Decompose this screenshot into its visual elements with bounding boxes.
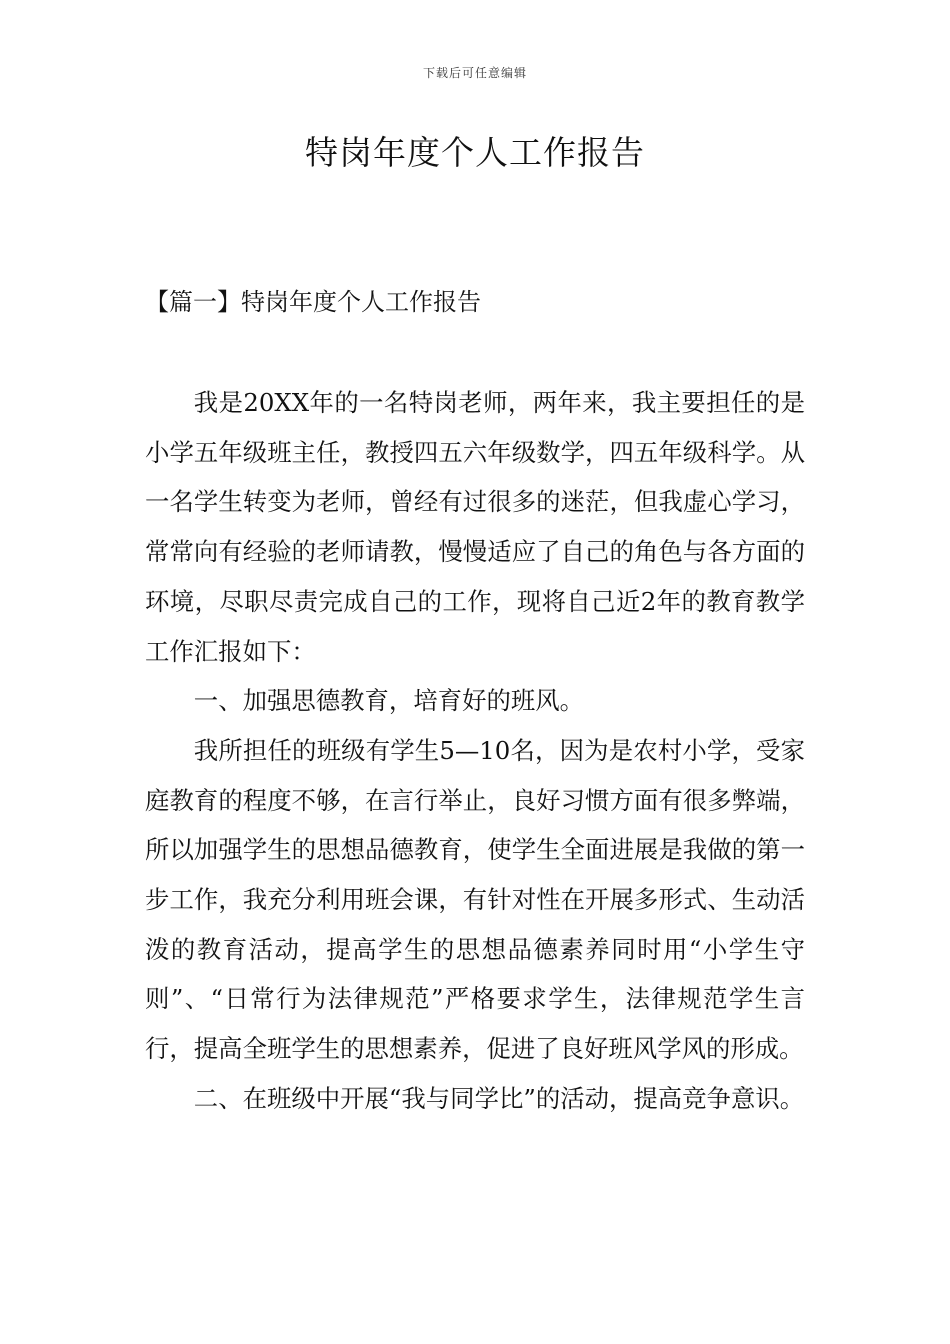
paragraph-intro: 我是20XX年的一名特岗老师，两年来，我主要担任的是小学五年级班主任，教授四五六年级数学，四五年级科学。从一名学生转变为老师，曾经有过很多的迷茫，但我虚心学习，常常向有经验的老师请教，慢慢适应了自己的角色与各方面的环境，尽职尽责完成自己的工作，现将自己近2年的教育教学工作汇报如下： (145, 388, 805, 666)
section-heading: 【篇一】特岗年度个人工作报告 (145, 288, 481, 316)
paragraph-point-one-heading: 一、加强思德教育，培育好的班风。 (193, 686, 585, 716)
paragraph-point-two-heading: 二、在班级中开展“我与同学比”的活动，提高竞争意识。 (193, 1083, 805, 1113)
paragraph-point-one-body: 我所担任的班级有学生5—10名，因为是农村小学，受家庭教育的程度不够，在言行举止，良好习惯方面有很多弊端，所以加强学生的思想品德教育，使学生全面进展是我做的第一步工作，我充分利用班会课，有针对性在开展多形式、生动活泼的教育活动，提高学生的思想品德素养同时用“小学生守则”、“日常行为法律规范”严格要求学生，法律规范学生言行，提高全班学生的思想素养，促进了良好班风学风的形成。 (145, 735, 805, 1064)
document-title: 特岗年度个人工作报告 (305, 133, 645, 172)
header-note: 下载后可任意编辑 (422, 66, 527, 80)
document-body (145, 378, 805, 1124)
